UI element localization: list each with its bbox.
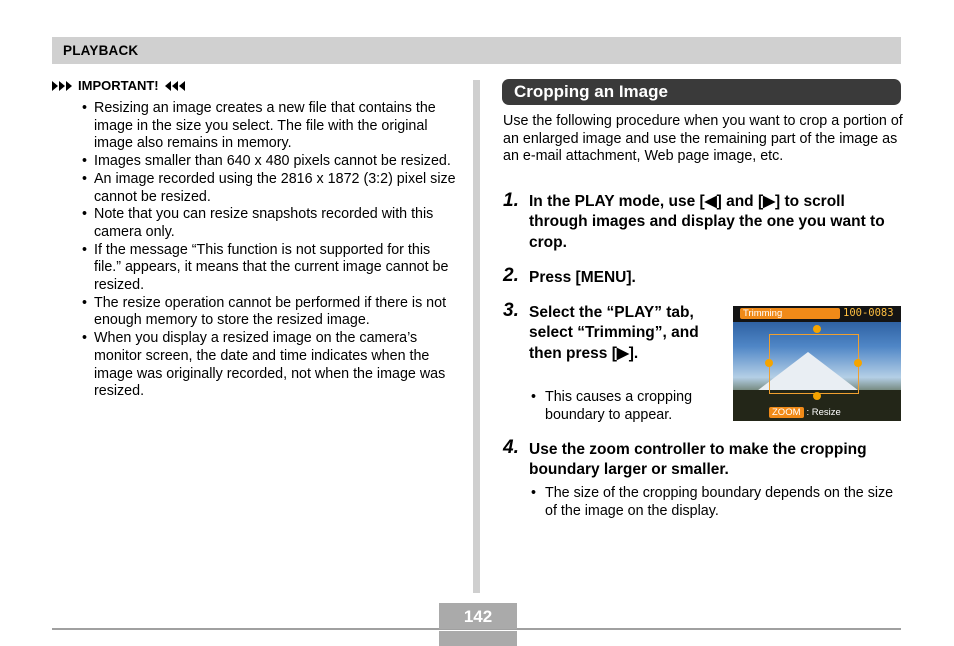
step-text: Use the zoom controller to make the cropping boundary larger or smaller. [529, 441, 867, 479]
step-subnote: • This causes a cropping boundary to appear. [529, 389, 725, 424]
step-number: 2. [503, 265, 519, 286]
zoom-label: ZOOM [769, 407, 804, 418]
list-item: • When you display a resized image on the camera’s monitor screen, the date and time indicates when the image was originally recorded, not when the image was resized. [80, 330, 456, 401]
cropping-boundary [769, 334, 859, 394]
list-item: • An image recorded using the 2816 x 1872 (3:2) pixel size cannot be resized. [80, 171, 456, 206]
important-heading [52, 78, 185, 93]
list-item: • Note that you can resize snapshots recorded with this camera only. [80, 206, 456, 241]
camera-screen-image [733, 306, 901, 421]
step-number: 4. [503, 437, 519, 458]
list-item: • The resize operation cannot be performed if there is not enough memory to store the resized image. [80, 295, 456, 330]
important-notes [80, 100, 456, 401]
section-title: Cropping an Image [514, 82, 668, 101]
arrows-right-icon [52, 81, 72, 91]
arrow-down-icon [813, 392, 821, 400]
arrow-up-icon [813, 325, 821, 333]
step-text: Select the “PLAY” tab, select “Trimming”, and then press [▶]. [529, 304, 699, 362]
intro-text: Use the following procedure when you want to crop a portion of an enlarged image and use the remaining part of the image as an e-mail attachment, Web page image, etc. [503, 113, 903, 165]
zoom-action: : Resize [806, 407, 841, 418]
step-number: 3. [503, 300, 519, 321]
section-title-bar [502, 79, 901, 105]
section-header: PLAYBACK [63, 43, 139, 58]
arrow-left-icon [765, 359, 773, 367]
page-number-tab [439, 631, 517, 646]
step-text: Press [MENU]. [529, 269, 636, 286]
list-item: • Images smaller than 640 x 480 pixels cannot be resized. [80, 153, 456, 171]
screen-file-number: 100-0083 [843, 307, 894, 319]
list-item: • If the message “This function is not supported for this file.” appears, it means that the current image cannot be resized. [80, 242, 456, 295]
screen-zoom-hint [769, 407, 841, 418]
step-text: In the PLAY mode, use [◀] and [▶] to scroll through images and display the one you want to crop. [529, 193, 885, 251]
list-item: • Resizing an image creates a new file that contains the image in the size you select. The file with the original image also remains in memory. [80, 100, 456, 153]
arrow-right-icon [854, 359, 862, 367]
page-number: 142 [439, 603, 517, 629]
column-divider [473, 80, 480, 593]
screen-mode-label: Trimming [740, 308, 840, 319]
header-bar [52, 37, 901, 64]
step-number: 1. [503, 190, 519, 211]
step-subnote: • The size of the cropping boundary depends on the size of the image on the display. [529, 485, 901, 520]
important-label: IMPORTANT! [78, 78, 159, 93]
arrows-left-icon [165, 81, 185, 91]
